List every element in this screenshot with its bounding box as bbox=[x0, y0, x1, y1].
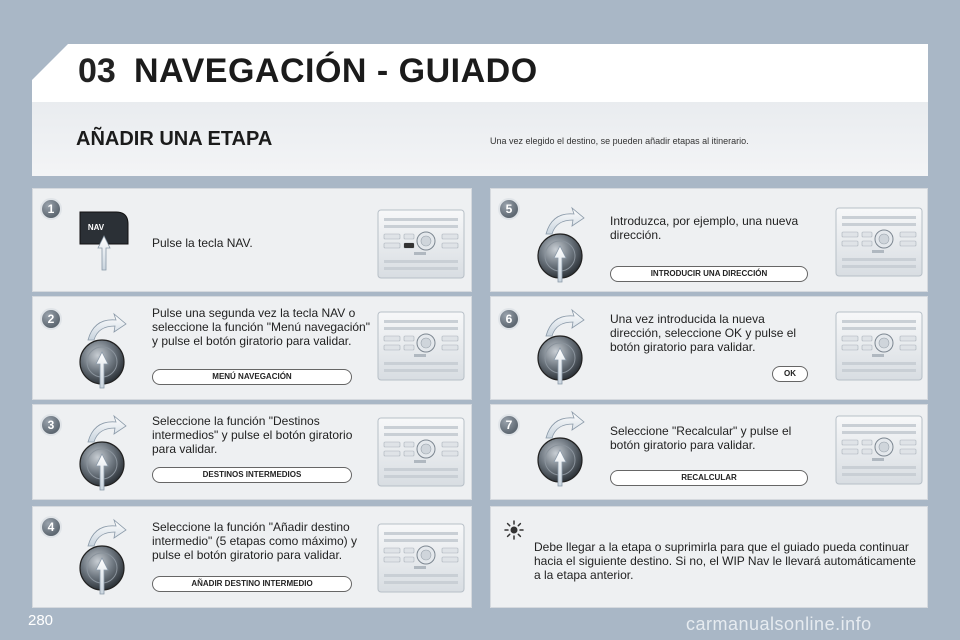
radio-panel-icon bbox=[376, 208, 466, 280]
step-text-3: Seleccione la función "Destinos intermedios" y pulse el botón giratorio para validar. bbox=[152, 414, 353, 456]
radio-panel-icon bbox=[376, 416, 466, 488]
step-text-5: Introduzca, por ejemplo, una nueva dirección. bbox=[610, 214, 799, 242]
radio-panel-icon bbox=[834, 310, 924, 382]
step-text-4: Seleccione la función "Añadir destino intermedio" (5 etapas como máximo) y pulse el botón giratorio para validar. bbox=[152, 520, 358, 562]
step-badge-2: 2 bbox=[40, 308, 62, 330]
radio-panel-icon bbox=[376, 522, 466, 594]
rotary-knob-icon bbox=[76, 310, 132, 390]
menu-label-pill: INTRODUCIR UNA DIRECCIÓN bbox=[610, 266, 808, 282]
step-badge-6: 6 bbox=[498, 308, 520, 330]
step-badge-1: 1 bbox=[40, 198, 62, 220]
section-intro: Una vez elegido el destino, se pueden añadir etapas al itinerario. bbox=[490, 136, 749, 146]
rotary-knob-icon bbox=[534, 306, 590, 386]
step-badge-7: 7 bbox=[498, 414, 520, 436]
rotary-knob-icon bbox=[76, 412, 132, 492]
tip-text: Debe llegar a la etapa o suprimirla para que el guiado pueda continuar hacia el siguiente destino. Si no, el WIP Nav le llevará automáticamente a la etapa anterior. bbox=[534, 540, 916, 582]
step-badge-5: 5 bbox=[498, 198, 520, 220]
rotary-knob-icon bbox=[76, 516, 132, 596]
step-text-7: Seleccione "Recalcular" y pulse el botón giratorio para validar. bbox=[610, 424, 792, 452]
menu-label-pill: MENÚ NAVEGACIÓN bbox=[152, 369, 352, 385]
ok-label-pill: OK bbox=[772, 366, 808, 382]
menu-label-pill: DESTINOS INTERMEDIOS bbox=[152, 467, 352, 483]
chapter-number: 03 bbox=[78, 52, 116, 90]
rotary-knob-icon bbox=[534, 204, 590, 284]
nav-key-icon bbox=[76, 208, 136, 272]
radio-panel-icon bbox=[834, 414, 924, 486]
watermark: carmanualsonline.info bbox=[686, 614, 872, 634]
step-text-2: Pulse una segunda vez la tecla NAV o seleccione la función "Menú navegación" y pulse el botón giratorio para validar. bbox=[152, 306, 370, 348]
step-badge-3: 3 bbox=[40, 414, 62, 436]
chapter-title: NAVEGACIÓN - GUIADO bbox=[134, 52, 538, 90]
page-number: 280 bbox=[28, 612, 54, 629]
step-text-1: Pulse la tecla NAV. bbox=[152, 236, 253, 250]
radio-panel-icon bbox=[376, 310, 466, 382]
section-title: AÑADIR UNA ETAPA bbox=[76, 128, 273, 150]
radio-panel-icon bbox=[834, 206, 924, 278]
menu-label-pill: RECALCULAR bbox=[610, 470, 808, 486]
step-text-6: Una vez introducida la nueva dirección, seleccione OK y pulse el botón giratorio para validar. bbox=[610, 312, 797, 354]
step-badge-4: 4 bbox=[40, 516, 62, 538]
nav-key-label: NAV bbox=[87, 223, 105, 232]
lightbulb-icon bbox=[504, 520, 524, 540]
rotary-knob-icon bbox=[534, 408, 590, 488]
menu-label-pill: AÑADIR DESTINO INTERMEDIO bbox=[152, 576, 352, 592]
